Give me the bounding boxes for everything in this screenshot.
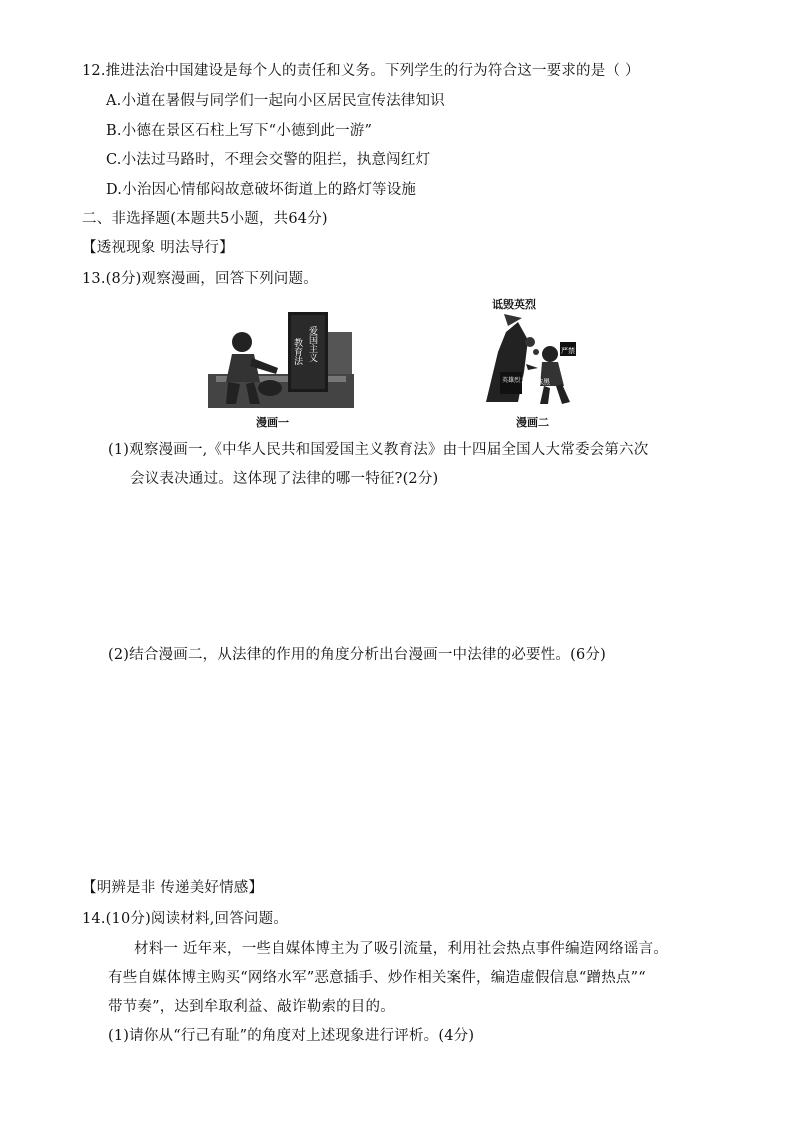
question-14-material-line3: 带节奏”，达到牟取利益、敲诈勒索的目的。 <box>108 999 395 1015</box>
cartoon-two-title: 诋毁英烈 <box>492 298 536 311</box>
section-subheading-1: 【透视现象 明法导行】 <box>82 240 234 256</box>
question-14-stem: 14.(10分)阅读材料,回答问题。 <box>82 911 289 927</box>
cartoon-two-mud-label: 抹黑 <box>536 378 550 386</box>
book-text-left <box>292 337 303 366</box>
question-13-stem: 13.(8分)观察漫画，回答下列问题。 <box>82 271 318 287</box>
question-14-material-line2: 有些自媒体博主购买“网络水军”恶意插手、炒作相关案件，编造虚假信息“蹭热点”“ <box>108 970 646 986</box>
option-a: A.小道在暑假与同学们一起向小区居民宣传法律知识 <box>106 93 445 109</box>
question-13-sub1-line2: 会议表决通过。这体现了法律的哪一特征?(2分) <box>130 471 439 487</box>
book-text-right <box>307 325 318 362</box>
section-subheading-2: 【明辨是非 传递美好情感】 <box>82 880 264 896</box>
question-13-sub2: (2)结合漫画二，从法律的作用的角度分析出台漫画一中法律的必要性。(6分) <box>108 647 606 663</box>
cartoon-two-sign-label: 严禁 <box>561 347 575 355</box>
cartoon-one-image <box>206 302 356 410</box>
option-d: D.小治因心情郁闷故意破坏街道上的路灯等设施 <box>106 182 417 198</box>
option-b: B.小德在景区石柱上写下“小德到此一游” <box>106 123 373 139</box>
book-title-text: 爱国主义 <box>307 326 317 362</box>
cartoon-one-caption: 漫画一 <box>256 416 289 429</box>
question-12-stem: 12.推进法治中国建设是每个人的责任和义务。下列学生的行为符合这一要求的是（ ） <box>82 63 640 79</box>
question-13-sub1-line1: (1)观察漫画一,《中华人民共和国爱国主义教育法》由十四届全国人大常委会第六次 <box>108 442 649 458</box>
cartoon-two-image <box>478 312 578 408</box>
question-14-sub1: (1)请你从“行己有耻”的角度对上述现象进行评析。(4分) <box>108 1028 475 1044</box>
question-14-material-line1: 材料一 近年来，一些自媒体博主为了吸引流量，利用社会热点事件编造网络谣言。 <box>134 941 669 957</box>
book-spine-text: 教育法 <box>292 338 302 365</box>
cartoon-two-stone-label: 英雄烈士 <box>502 377 527 384</box>
section-title: 二、非选择题(本题共5小题，共64分) <box>82 211 328 227</box>
option-c: C.小法过马路时，不理会交警的阻拦，执意闯红灯 <box>106 152 431 168</box>
cartoon-two-caption: 漫画二 <box>516 416 549 429</box>
